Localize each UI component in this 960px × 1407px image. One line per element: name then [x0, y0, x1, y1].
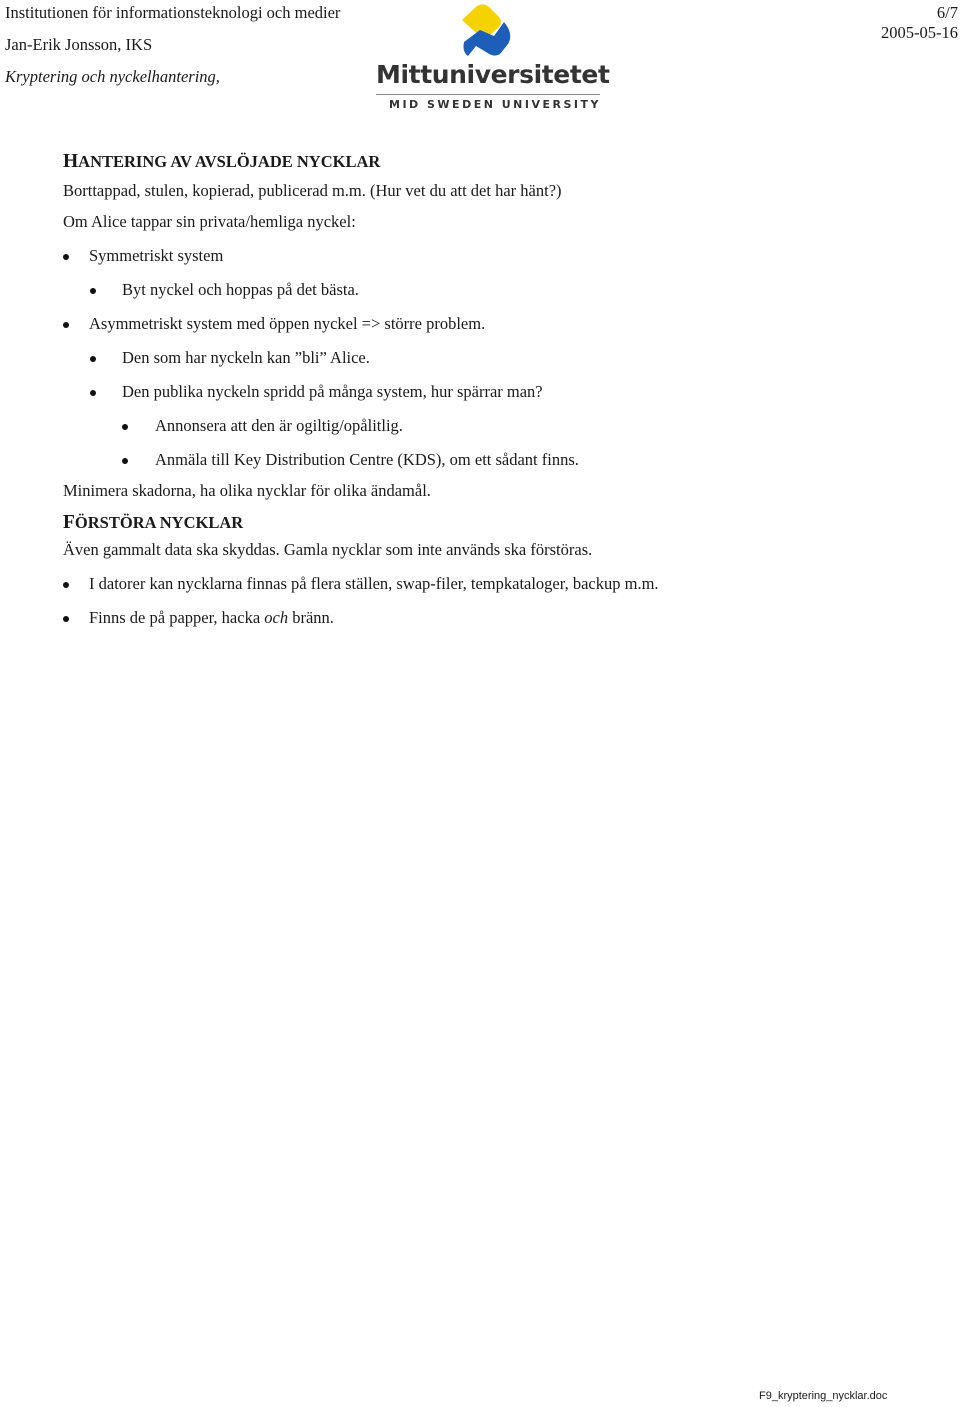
header-right — [881, 3, 958, 43]
list-item: Den publika nyckeln spridd på många system, hur spärrar man? — [63, 382, 943, 402]
header-author: Jan-Erik Jonsson, IKS — [5, 35, 153, 54]
paragraph: Om Alice tappar sin privata/hemliga nyckel: — [63, 212, 356, 231]
list-item: I datorer kan nycklarna finnas på flera ställen, swap-filer, tempkataloger, backup m.m. — [63, 574, 943, 594]
bullet-icon — [90, 356, 96, 362]
list-item: Symmetriskt system — [63, 246, 943, 266]
logo-mark-icon — [376, 2, 602, 62]
bullet-icon — [122, 458, 128, 464]
paragraph: Borttappad, stulen, kopierad, publicerad m.m. (Hur vet du att det har hänt?) — [63, 181, 562, 200]
university-logo — [376, 2, 610, 114]
bullet-icon — [122, 424, 128, 430]
bullet-icon — [63, 616, 69, 622]
list-item: Annonsera att den är ogiltig/opålitlig. — [63, 416, 943, 436]
page-number: 6/7 — [936, 3, 958, 22]
logo-divider — [376, 94, 600, 95]
list-item: Den som har nyckeln kan ”bli” Alice. — [63, 348, 943, 368]
bullet-icon — [90, 390, 96, 396]
footer-filename: F9_kryptering_nycklar.doc — [759, 1390, 888, 1402]
header-left — [5, 3, 345, 87]
bullet-list — [63, 246, 943, 470]
list-item: Asymmetriskt system med öppen nyckel => större problem. — [63, 314, 943, 334]
bullet-list — [63, 574, 943, 628]
list-item: Anmäla till Key Distribution Centre (KDS), om ett sådant finns. — [63, 450, 943, 470]
header-date: 2005-05-16 — [881, 23, 958, 42]
header-department: Institutionen för informationsteknologi och medier — [5, 3, 341, 22]
paragraph: Minimera skadorna, ha olika nycklar för olika ändamål. — [63, 481, 431, 500]
paragraph: Även gammalt data ska skyddas. Gamla nycklar som inte används ska förstöras. — [63, 540, 593, 559]
list-item: Finns de på papper, hacka och bränn. — [63, 608, 943, 628]
section-heading-destroy-keys: FÖRSTÖRA NYCKLAR — [63, 512, 244, 533]
bullet-icon — [63, 322, 69, 328]
section-heading-compromised-keys: HANTERING AV AVSLÖJADE NYCKLAR — [63, 151, 381, 172]
bullet-icon — [63, 582, 69, 588]
bullet-icon — [90, 288, 96, 294]
header-subject: Kryptering och nyckelhantering, — [5, 67, 220, 86]
document-body — [63, 150, 943, 628]
bullet-icon — [63, 254, 69, 260]
logo-subtitle: MID SWEDEN UNIVERSITY — [389, 98, 601, 111]
logo-wordmark: Mittuniversitetet — [376, 60, 610, 89]
list-item: Byt nyckel och hoppas på det bästa. — [63, 280, 943, 300]
